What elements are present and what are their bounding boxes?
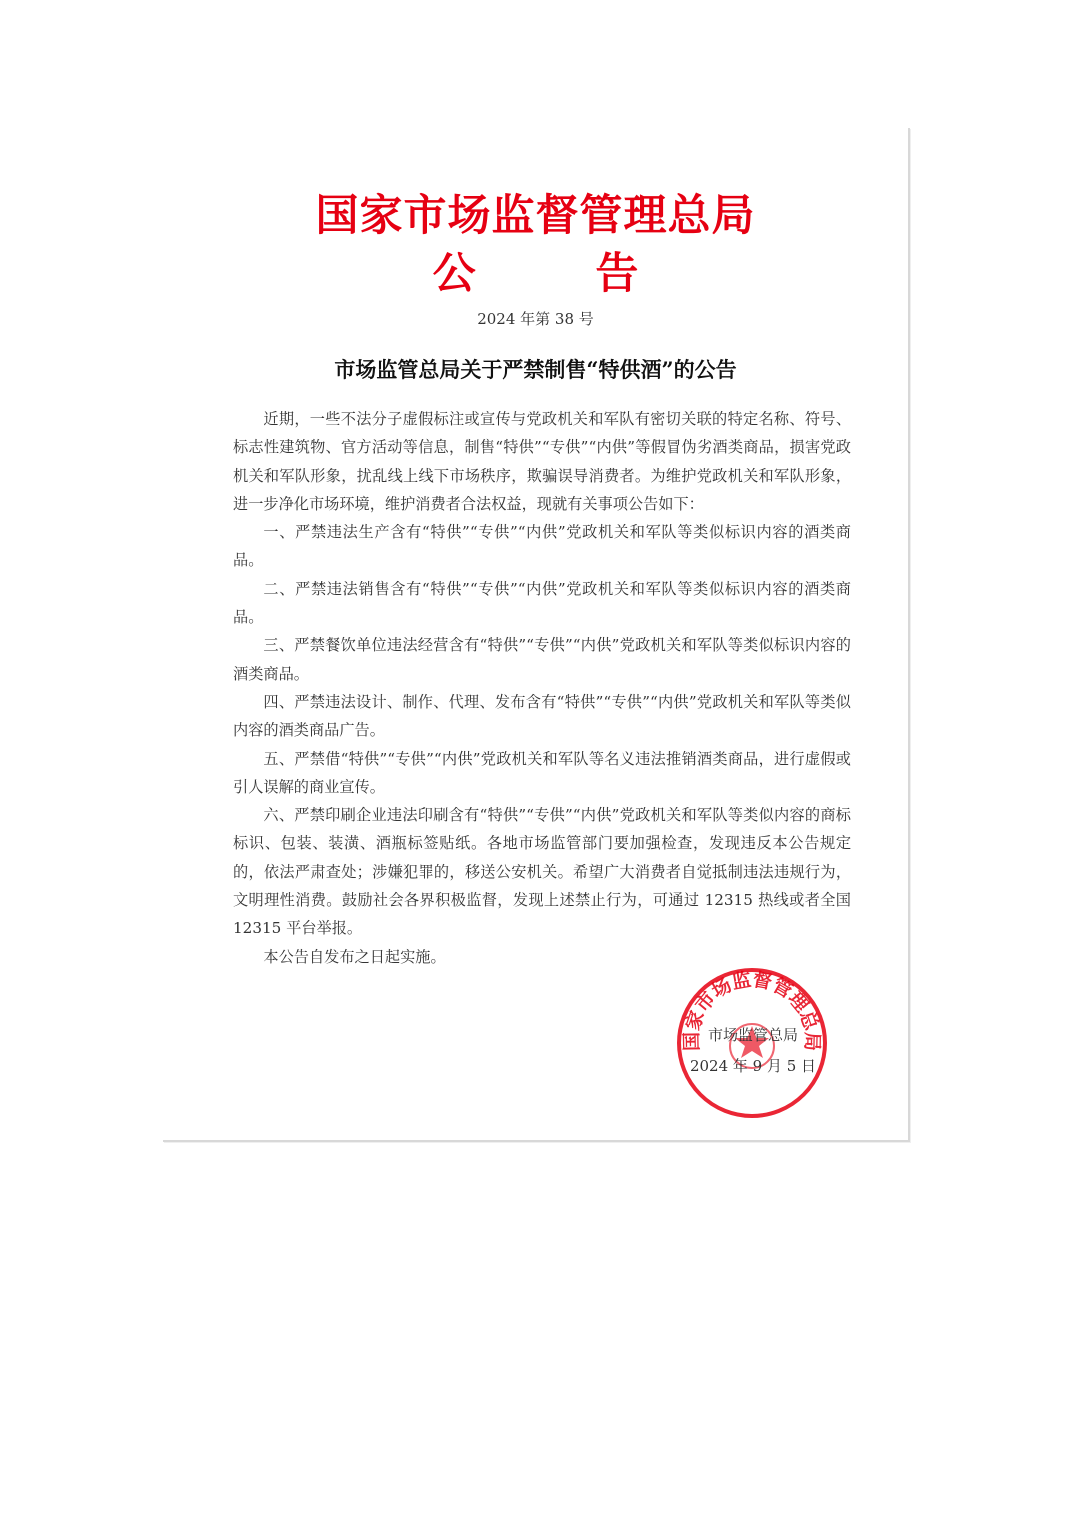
paragraph-item-1: 一、严禁违法生产含有“特供”“专供”“内供”党政机关和军队等类似标识内容的酒类商品。: [233, 523, 851, 570]
announcement-title: 市场监管总局关于严禁制售“特供酒”的公告: [334, 357, 737, 382]
document-number: 2024 年第 38 号: [477, 310, 594, 328]
announcement-body: [233, 405, 851, 971]
document-page: [163, 128, 910, 1142]
signature-date: 2024 年 9 月 5 日: [689, 1057, 817, 1075]
paragraph-item-6: 六、严禁印刷企业违法印刷含有“特供”“专供”“内供”党政机关和军队等类似内容的商标标识、包装、装潢、酒瓶标签贴纸。各地市场监管部门要加强检查，发现违反本公告规定的，依法严肃查处；涉嫌犯罪的，移送公安机关。希望广大消费者自觉抵制违法违规行为，文明理性消费。鼓励社会各界积极监督，发现上述禁止行为，可通过 12315 热线或者全国 12315 平台举报。: [233, 806, 851, 938]
document-type: 公 告: [432, 249, 639, 299]
paragraph-effective: 本公告自发布之日起实施。: [263, 947, 446, 966]
paragraph-item-4: 四、严禁违法设计、制作、代理、发布含有“特供”“专供”“内供”党政机关和军队等类似内容的酒类商品广告。: [233, 692, 851, 740]
paragraph-item-2: 二、严禁违法销售含有“特供”“专供”“内供”党政机关和军队等类似标识内容的酒类商品。: [233, 579, 851, 627]
paragraph-item-5: 五、严禁借“特供”“专供”“内供”党政机关和军队等名义违法推销酒类商品，进行虚假或引人误解的商业宣传。: [233, 749, 851, 796]
issuer-name: 国家市场监督管理总局: [315, 191, 756, 241]
paragraph-intro: 近期，一些不法分子虚假标注或宣传与党政机关和军队有密切关联的特定名称、符号、标志性建筑物、官方活动等信息，制售“特供”“专供”“内供”等假冒伪劣酒类商品，损害党政机关和军队形象，扰乱线上线下市场秩序，欺骗误导消费者。为维护党政机关和军队形象，进一步净化市场环境，维护消费者合法权益，现就有关事项公告如下：: [233, 410, 851, 513]
seal-text: 国家市场监督管理总局: [680, 968, 824, 1052]
signature-agency: 市场监管总局: [707, 1026, 798, 1044]
paragraph-item-3: 三、严禁餐饮单位违法经营含有“特供”“专供”“内供”党政机关和军队等类似标识内容的酒类商品。: [233, 636, 851, 683]
